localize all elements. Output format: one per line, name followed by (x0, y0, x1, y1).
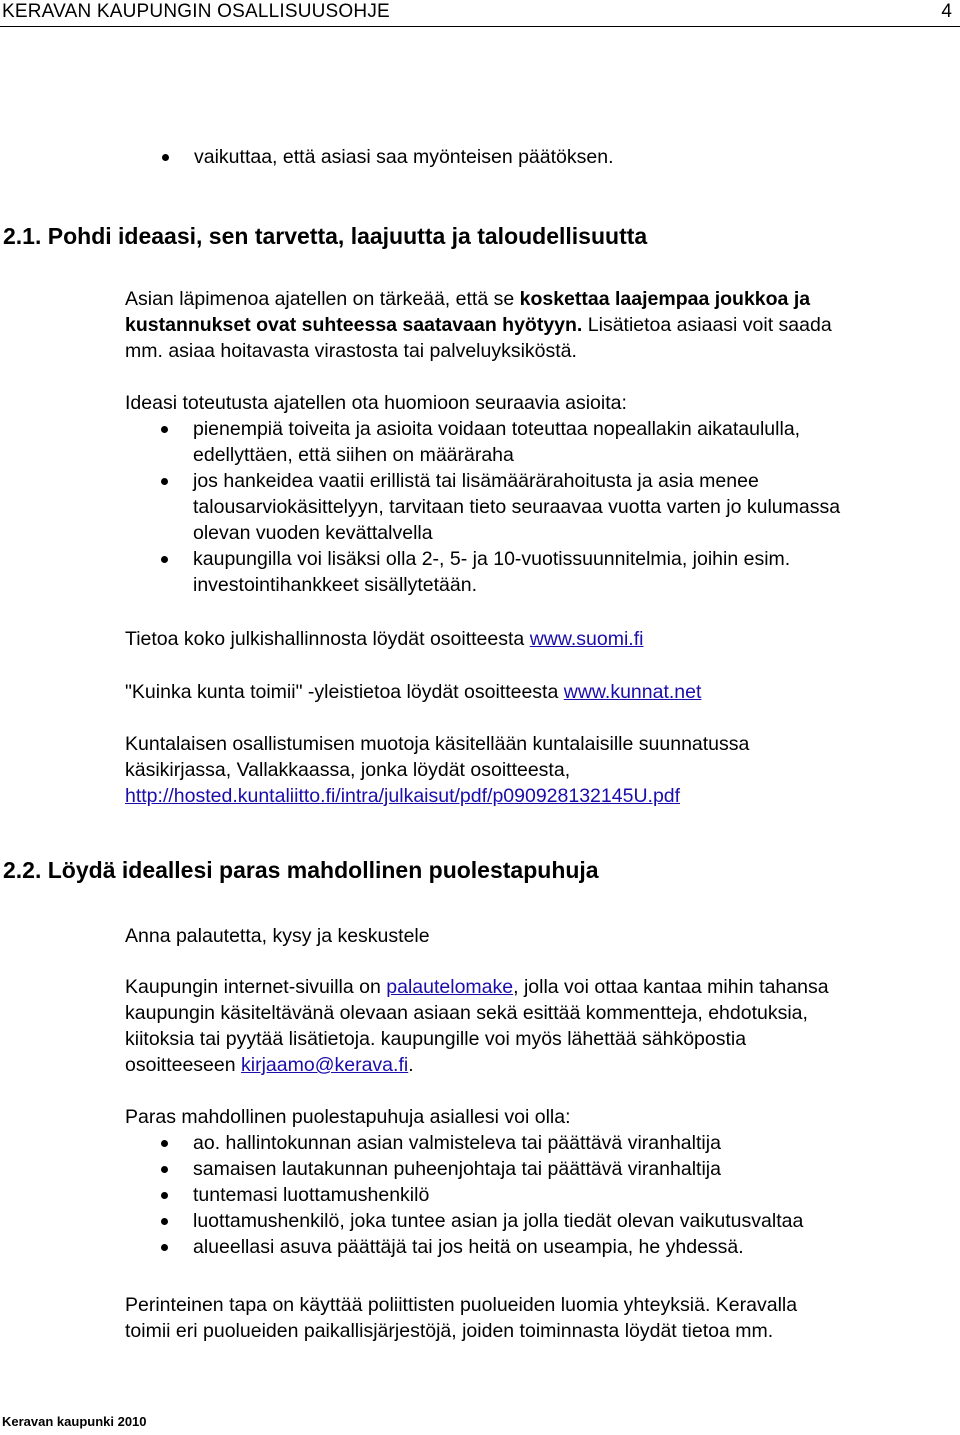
para-line (125, 1052, 945, 1078)
list-item-line: pienempiä toiveita ja asioita voidaan toteuttaa nopeallakin aikataululla, (193, 418, 801, 440)
page-number: 4 (941, 1, 952, 22)
para-text: osoitteeseen (125, 1054, 242, 1076)
list-item (193, 416, 945, 468)
advocates-list (193, 1130, 945, 1260)
para-text: Asian läpimenoa ajatellen on tärkeää, että se (125, 288, 520, 310)
feedback-subtitle: Anna palautetta, kysy ja keskustele (125, 925, 430, 947)
para-text: Kaupungin internet-sivuilla on (125, 976, 387, 998)
list-item (193, 1156, 945, 1182)
list-item-text: samaisen lautakunnan puheenjohtaja tai päättävä viranhaltija (193, 1158, 721, 1180)
list-item (193, 468, 945, 546)
bullet-icon (161, 478, 168, 485)
bullet-icon (161, 426, 168, 433)
suomi-line (125, 626, 945, 652)
para-line: kaupungin käsiteltävänä olevaan asiaan sekä esittää kommentteja, ehdotuksia, (125, 1002, 808, 1024)
kunnat-text: "Kuinka kunta toimii" -yleistietoa löydät osoitteesta (125, 681, 564, 703)
considerations-intro: Ideasi toteutusta ajatellen ota huomioon seuraavia asioita: (125, 392, 627, 414)
para-line: mm. asiaa hoitavasta virastosta tai palveluyksiköstä. (125, 340, 577, 362)
para-line (125, 974, 945, 1000)
list-item-line: talousarviokäsittelyyn, tarvitaan tieto seuraavaa vuotta varten jo kulumassa (193, 496, 841, 518)
advocates-intro: Paras mahdollinen puolestapuhuja asiallesi voi olla: (125, 1106, 571, 1128)
bullet-icon (161, 1166, 168, 1173)
feedback-form-link[interactable]: palautelomake (386, 976, 514, 998)
section-heading-2-1: 2.1. Pohdi ideaasi, sen tarvetta, laajuutta ja taloudellisuutta (3, 223, 648, 249)
bullet-icon (161, 1244, 168, 1251)
para-text: Lisätietoa asiaasi voit saada (582, 314, 832, 336)
list-item (193, 1130, 945, 1156)
intro-paragraph (125, 286, 945, 364)
list-item (193, 1234, 945, 1260)
para-bold-text: koskettaa laajempaa joukkoa ja (519, 288, 811, 310)
kunnat-line (125, 679, 945, 705)
advocates-block (125, 1104, 945, 1260)
para-line (125, 312, 945, 338)
list-item-line: edellyttäen, että siihen on määräraha (193, 444, 514, 466)
list-item-line: investointihankkeet sisällytetään. (193, 574, 477, 596)
para-line (125, 286, 945, 312)
page-footer: Keravan kaupunki 2010 (2, 1414, 147, 1429)
feedback-paragraph (125, 974, 945, 1078)
list-item-text: luottamushenkilö, joka tuntee asian ja jolla tiedät olevan vaikutusvaltaa (193, 1210, 804, 1232)
para-bold-text: kustannukset ovat suhteessa saatavaan hyötyyn. (125, 314, 583, 336)
document-title: KERAVAN KAUPUNGIN OSALLISUUSOHJE (2, 1, 390, 22)
para-line: toimii eri puolueiden paikallisjärjestöjä, joiden toiminnasta löydät tietoa mm. (125, 1320, 774, 1342)
page-header (0, 0, 960, 27)
suomi-text: Tietoa koko julkishallinnosta löydät osoitteesta (125, 628, 530, 650)
suomi-link[interactable]: www.suomi.fi (529, 628, 644, 650)
list-item-line: olevan vuoden kevättalvella (193, 522, 433, 544)
considerations-list (193, 416, 945, 598)
para-line: kiitoksia tai pyytää lisätietoja. kaupungille voi myös lähettää sähköpostia (125, 1028, 747, 1050)
para-line: Kuntalaisen osallistumisen muotoja käsitellään kuntalaisille suunnatussa (125, 733, 750, 755)
list-item-text: alueellasi asuva päättäjä tai jos heitä on useampia, he yhdessä. (193, 1236, 744, 1258)
list-item-text: ao. hallintokunnan asian valmisteleva tai päättävä viranhaltija (193, 1132, 721, 1154)
bullet-icon (162, 154, 169, 161)
closing-paragraph (125, 1292, 945, 1344)
para-line: Perinteinen tapa on käyttää poliittisten puolueiden luomia yhteyksiä. Keravalla (125, 1294, 798, 1316)
bullet-icon (161, 1192, 168, 1199)
list-item (193, 1208, 945, 1234)
considerations-block (125, 390, 945, 598)
list-item (193, 546, 945, 598)
list-item-line: jos hankeidea vaatii erillistä tai lisämäärärahoitusta ja asia menee (193, 470, 759, 492)
para-text: . (408, 1054, 414, 1076)
kunnat-link[interactable]: www.kunnat.net (563, 681, 702, 703)
list-item (193, 1182, 945, 1208)
section-heading-2-2: 2.2. Löydä ideallesi paras mahdollinen puolestapuhuja (3, 857, 599, 883)
bullet-icon (161, 1140, 168, 1147)
vallakka-paragraph (125, 731, 945, 809)
list-item-text: tuntemasi luottamushenkilö (193, 1184, 430, 1206)
vallakka-pdf-link[interactable]: http://hosted.kuntaliitto.fi/intra/julkaisut/pdf/p090928132145U.pdf (125, 785, 681, 807)
list-item-line: kaupungilla voi lisäksi olla 2-, 5- ja 10-vuotissuunnitelmia, joihin esim. (193, 548, 791, 570)
email-link[interactable]: kirjaamo@kerava.fi (241, 1054, 409, 1076)
top-bullet-item (194, 144, 614, 170)
bullet-icon (161, 556, 168, 563)
para-text: , jolla voi ottaa kantaa mihin tahansa (513, 976, 829, 998)
bullet-icon (161, 1218, 168, 1225)
top-bullet-text: vaikuttaa, että asiasi saa myönteisen päätöksen. (194, 146, 614, 168)
para-line: käsikirjassa, Vallakkaassa, jonka löydät osoitteesta, (125, 759, 571, 781)
